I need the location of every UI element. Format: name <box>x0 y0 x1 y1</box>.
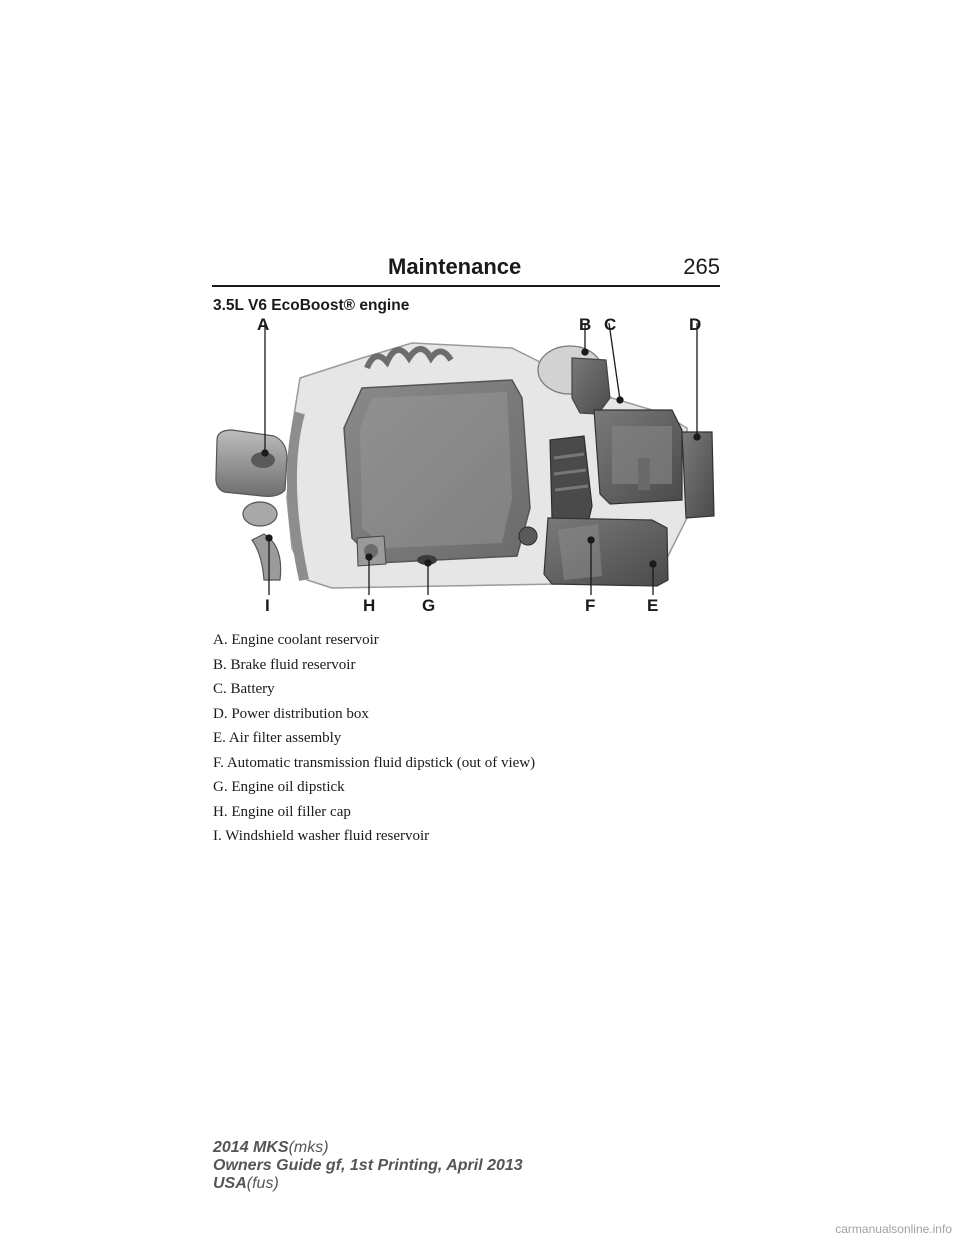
footer-market: USA <box>213 1175 247 1192</box>
component-legend <box>213 628 733 849</box>
watermark: carmanualsonline.info <box>835 1222 952 1236</box>
callout-b: B <box>579 318 592 334</box>
legend-item: H. Engine oil filler cap <box>213 803 351 820</box>
footer-market-code: (fus) <box>246 1175 279 1192</box>
engine-compartment-diagram <box>212 318 720 618</box>
callout-h: H <box>363 596 376 615</box>
legend-item: I. Windshield washer fluid reservoir <box>213 828 430 844</box>
callout-i: I <box>265 596 270 615</box>
footer-model: 2014 MKS <box>213 1139 289 1156</box>
section-title: Maintenance <box>388 254 522 279</box>
legend-item: G. Engine oil dipstick <box>213 779 345 795</box>
callout-d: D <box>689 318 702 334</box>
footer-line-model <box>213 1139 523 1157</box>
document-footer <box>213 1139 523 1193</box>
callout-a: A <box>257 318 270 334</box>
callout-e: E <box>647 596 659 615</box>
callout-g: G <box>422 596 436 615</box>
legend-item: C. Battery <box>213 681 275 697</box>
header-divider <box>212 285 720 287</box>
legend-item: B. Brake fluid reservoir <box>213 656 356 673</box>
footer-line-market <box>213 1175 523 1193</box>
footer-model-code: (mks) <box>288 1139 329 1156</box>
diagram-subtitle: 3.5L V6 EcoBoost® engine <box>213 297 410 314</box>
legend-item: D. Power distribution box <box>213 705 369 722</box>
legend-item: A. Engine coolant reservoir <box>213 632 379 648</box>
footer-line-printing: Owners Guide gf, 1st Printing, April 2013 <box>213 1157 523 1174</box>
engine-illustration <box>216 343 714 588</box>
legend-item: E. Air filter assembly <box>213 730 342 746</box>
page-number: 265 <box>683 254 720 279</box>
callout-f: F <box>585 596 596 615</box>
callout-c: C <box>604 318 617 334</box>
legend-item: F. Automatic transmission fluid dipstick (out of view) <box>213 754 536 771</box>
